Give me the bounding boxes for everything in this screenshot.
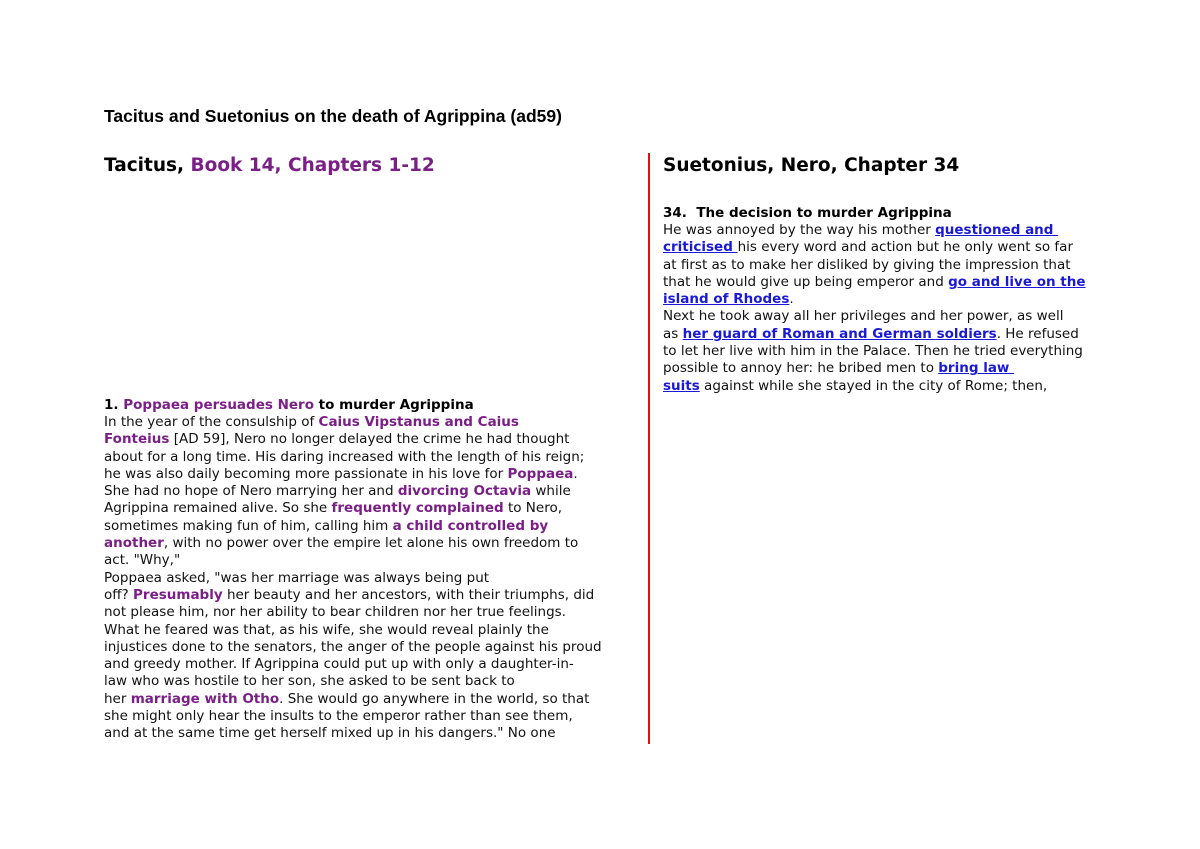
text-run: she might only hear the insults to the emperor rather than see them,: [104, 708, 573, 725]
text-line: [104, 535, 602, 552]
poppaea-persuades-nero-link[interactable]: Poppaea persuades Nero: [123, 397, 314, 413]
text-run: Agrippina remained alive. So she: [104, 500, 332, 517]
tacitus-heading: [104, 155, 435, 176]
text-line: [663, 274, 1086, 291]
text-line: [104, 656, 602, 673]
hyperlink[interactable]: her guard of Roman and German soldiers: [682, 325, 997, 342]
reference-link[interactable]: marriage with Otho: [130, 690, 280, 707]
text-line: [104, 518, 602, 535]
tacitus-body-text: [104, 414, 602, 743]
text-run: her beauty and her ancestors, with their triumphs, did: [222, 586, 595, 603]
book-14-link[interactable]: Book 14, Chapters 1-12: [190, 155, 435, 176]
reference-link[interactable]: divorcing Octavia: [397, 483, 532, 500]
text-run: to let her live with him in the Palace. Then he tried everything: [663, 343, 1083, 360]
section-number: 1.: [104, 397, 124, 413]
text-line: [104, 587, 602, 604]
text-run: .: [789, 291, 794, 308]
text-run: and at the same time get herself mixed up in his dangers." No one: [104, 725, 556, 742]
text-run: act. "Why,": [104, 552, 181, 569]
text-line: [104, 691, 602, 708]
section-34-title: 34. The decision to murder Agrippina: [663, 205, 952, 221]
text-run: injustices done to the senators, the anger of the people against his proud: [104, 638, 602, 655]
text-run: about for a long time. His daring increased with the length of his reign;: [104, 448, 585, 465]
text-run: He was annoyed by the way his mother: [663, 222, 936, 238]
text-run: sometimes making fun of him, calling him: [104, 517, 393, 534]
reference-link[interactable]: a child controlled by: [392, 517, 549, 534]
text-run: Poppaea asked, "was her marriage was always being put: [104, 569, 490, 586]
text-line: [104, 673, 602, 690]
text-line: [104, 449, 602, 466]
hyperlink[interactable]: criticised: [663, 239, 738, 256]
text-line: [663, 239, 1086, 256]
suetonius-body-text: [663, 222, 1086, 395]
text-line: [104, 431, 602, 448]
text-line: [663, 360, 1086, 377]
tacitus-heading-prefix: Tacitus,: [104, 155, 191, 176]
text-run: while: [531, 483, 571, 500]
text-run: not please him, nor her ability to bear children nor her true feelings.: [104, 604, 566, 621]
suetonius-section-title: [663, 205, 952, 222]
text-line: [663, 257, 1086, 274]
text-run: against while she stayed in the city of Rome; then,: [699, 377, 1048, 394]
tacitus-section-title: [104, 397, 474, 414]
reference-link[interactable]: another: [104, 535, 164, 552]
reference-link[interactable]: Poppaea: [507, 465, 574, 482]
text-run: he was also daily becoming more passionate in his love for: [104, 465, 508, 482]
text-run: In the year of the consulship of: [104, 414, 319, 430]
text-run: at first as to make her disliked by giving the impression that: [663, 256, 1071, 273]
text-run: his every word and action but he only went so far: [737, 239, 1073, 256]
hyperlink[interactable]: bring law: [938, 360, 1015, 377]
text-line: [663, 291, 1086, 308]
text-line: [104, 552, 602, 569]
text-line: [104, 639, 602, 656]
text-line: [663, 343, 1086, 360]
reference-link[interactable]: frequently complained: [331, 500, 504, 517]
suetonius-heading: Suetonius, Nero, Chapter 34: [663, 155, 960, 176]
text-run: Next he took away all her privileges and her power, as well: [663, 308, 1064, 325]
text-line: [104, 604, 602, 621]
text-run: to Nero,: [503, 500, 563, 517]
column-divider: [648, 153, 650, 744]
text-run: and greedy mother. If Agrippina could put up with only a daughter-in-: [104, 656, 574, 673]
text-run: her: [104, 690, 131, 707]
text-run: What he feared was that, as his wife, she would reveal plainly the: [104, 621, 549, 638]
text-line: [663, 222, 1086, 239]
hyperlink[interactable]: island of Rhodes: [663, 291, 790, 308]
text-run: as: [663, 325, 683, 342]
text-line: [104, 570, 602, 587]
section-title-rest: to murder Agrippina: [313, 397, 474, 413]
text-run: , with no power over the empire let alone his own freedom to: [163, 535, 579, 552]
text-line: [104, 483, 602, 500]
text-run: law who was hostile to her son, she asked to be sent back to: [104, 673, 515, 690]
reference-link[interactable]: Presumably: [133, 586, 223, 603]
text-line: [104, 708, 602, 725]
text-line: [104, 622, 602, 639]
text-line: [104, 725, 602, 742]
text-line: [104, 500, 602, 517]
text-line: [663, 308, 1086, 325]
hyperlink[interactable]: go and live on the: [948, 273, 1086, 290]
text-line: [104, 466, 602, 483]
text-run: [AD 59], Nero no longer delayed the crime he had thought: [169, 431, 570, 448]
reference-link[interactable]: Fonteius: [104, 431, 170, 448]
text-run: off?: [104, 586, 134, 603]
document-title: Tacitus and Suetonius on the death of Agrippina (ad59): [104, 106, 562, 126]
text-run: that he would give up being emperor and: [663, 273, 949, 290]
reference-link[interactable]: Caius Vipstanus and Caius: [318, 414, 519, 430]
text-run: . She would go anywhere in the world, so that: [279, 690, 590, 707]
text-run: She had no hope of Nero marrying her and: [104, 483, 398, 500]
hyperlink[interactable]: questioned and: [935, 222, 1059, 238]
text-line: [104, 414, 602, 431]
text-line: [663, 378, 1086, 395]
text-run: .: [573, 465, 578, 482]
text-run: . He refused: [996, 325, 1079, 342]
text-line: [663, 326, 1086, 343]
text-run: possible to annoy her: he bribed men to: [663, 360, 939, 377]
hyperlink[interactable]: suits: [663, 377, 700, 394]
